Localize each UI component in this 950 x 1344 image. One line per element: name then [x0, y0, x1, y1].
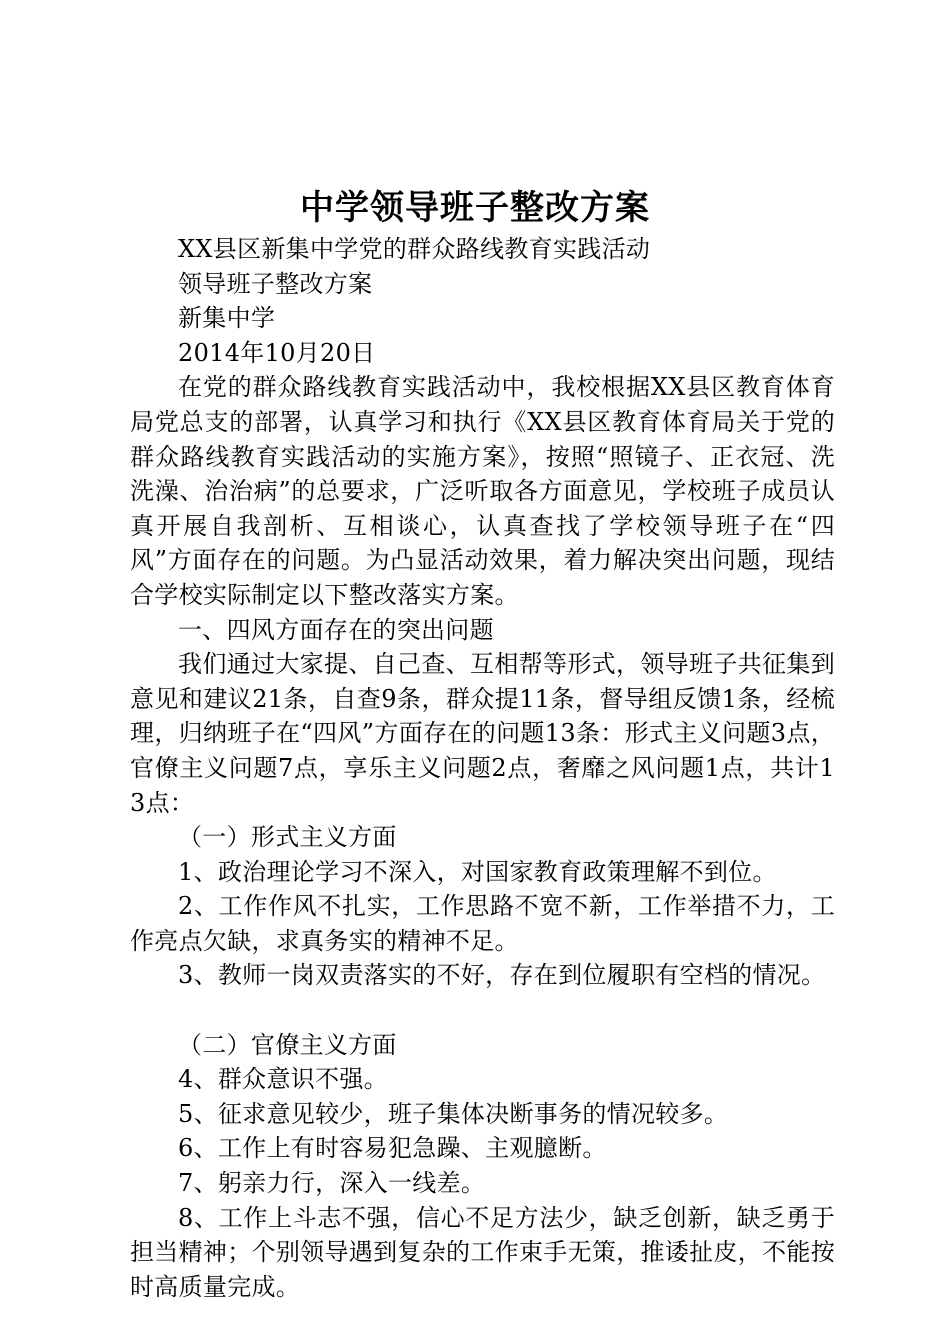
paragraph-summary: 我们通过大家提、自己查、互相帮等形式，领导班子共征集到意见和建议21条，自查9条，群众提11条，督导组反馈1条，经梳理，归纳班子在“四风”方面存在的问题13条：形式主义问题3点，官僚主义问题7点，享乐主义问题2点，奢靡之风问题1点，共计13点： — [130, 650, 835, 817]
list-item: 1、政治理论学习不深入，对国家教育政策理解不到位。 — [178, 857, 777, 886]
document-title: 中学领导班子整改方案 — [300, 188, 650, 228]
section-heading-1: 一、四风方面存在的突出问题 — [178, 615, 494, 644]
paragraph-intro: 在党的群众路线教育实践活动中，我校根据XX县区教育体育局党总支的部署，认真学习和执行《XX县区教育体育局关于党的群众路线教育实践活动的实施方案》，按照“照镜子、正衣冠、洗洗澡、治治病”的总要求，广泛听取各方面意见，学校班子成员认真开展自我剖析、互相谈心，认真查找了学校领导班子在“四风”方面存在的问题。为凸显活动效果，着力解决突出问题，现结合学校实际制定以下整改落实方案。 — [130, 373, 835, 609]
list-item: 6、工作上有时容易犯急躁、主观臆断。 — [178, 1134, 607, 1163]
list-item: 7、躬亲力行，深入一线差。 — [178, 1169, 486, 1198]
subsection-heading-2: （二）官僚主义方面 — [178, 1030, 397, 1059]
paragraph-heading-line-1: XX县区新集中学党的群众路线教育实践活动 — [178, 235, 651, 263]
paragraph-heading-line-2: 领导班子整改方案 — [178, 269, 373, 298]
list-item: 3、教师一岗双责落实的不好，存在到位履职有空档的情况。 — [178, 961, 826, 990]
document-body — [130, 232, 835, 1304]
paragraph-date: 2014年10月20日 — [178, 338, 376, 367]
subsection-heading-1: （一）形式主义方面 — [178, 823, 397, 852]
list-item: 5、征求意见较少，班子集体决断事务的情况较多。 — [178, 1099, 729, 1128]
list-item: 2、工作作风不扎实，工作思路不宽不新，工作举措不力，工作亮点欠缺，求真务实的精神不足。 — [130, 892, 835, 955]
paragraph-school-name: 新集中学 — [178, 304, 276, 333]
list-item: 4、群众意识不强。 — [178, 1065, 388, 1094]
list-item: 8、工作上斗志不强，信心不足方法少，缺乏创新，缺乏勇于担当精神；个别领导遇到复杂的工作束手无策，推诿扯皮，不能按时高质量完成。 — [130, 1203, 835, 1301]
